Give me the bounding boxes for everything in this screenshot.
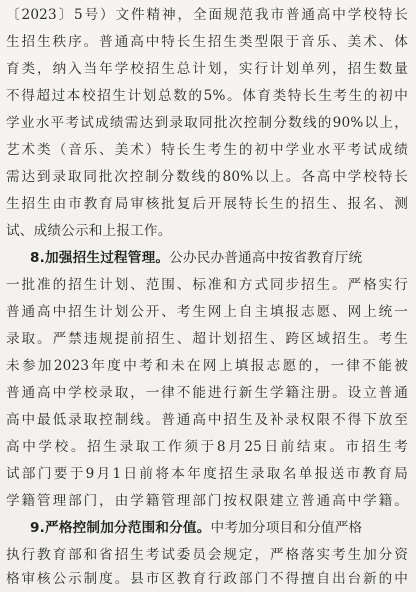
line-text: 不得超过本校招生计划总数的5%。体育类特长生考生的初中: [6, 88, 408, 104]
line-text: 高中学校。招生录取工作须于8月25日前结束。市招生考: [6, 439, 408, 455]
line-text: 育类，纳入当年学校招生总计划，实行计划单列，招生数量: [6, 61, 408, 77]
line-text: 〔2023〕5号）文件精神，全面规范我市普通高中学校特长: [6, 7, 408, 23]
paragraph-line: [6, 2, 408, 28]
line-text: 艺术类（音乐、美术）特长生考生的初中学业水平考试成绩: [6, 142, 408, 158]
paragraph-line: [6, 110, 408, 136]
paragraph-line: [6, 218, 408, 244]
line-text: 中考加分项目和分值严格: [210, 520, 363, 536]
paragraph-line: [6, 407, 408, 433]
paragraph-line: [6, 326, 408, 352]
paragraph-line: [6, 29, 408, 55]
paragraph-line: [6, 164, 408, 190]
section-heading-8: 8.加强招生过程管理。: [30, 250, 170, 266]
paragraph-line: [6, 434, 408, 460]
paragraph-line: [6, 461, 408, 487]
paragraph-line: [6, 299, 408, 325]
paragraph-line: [6, 137, 408, 163]
paragraph-line: [6, 566, 408, 592]
paragraph-line: [6, 353, 408, 379]
line-text: 试、成绩公示和上报工作。: [6, 223, 172, 239]
line-text: 一批准的招生计划、范围、标准和方式同步招生。严格实行: [6, 277, 408, 293]
paragraph-line: [6, 272, 408, 298]
section-heading-9: 9.严格控制加分范围和分值。: [30, 520, 211, 536]
line-text: 试部门要于9月1日前将本年度招生录取名单报送市教育局: [6, 466, 408, 482]
line-text: 普通高中学校录取，一律不能进行新生学籍注册。设立普通: [6, 385, 408, 401]
paragraph-line: [6, 488, 408, 514]
line-text: 执行教育部和省招生考试委员会规定，严格落实考生加分资: [6, 547, 408, 563]
line-text: 公办民办普通高中按省教育厅统: [169, 250, 363, 266]
line-text: 需达到录取同批次控制分数线的80%以上。各高中学校特长: [6, 169, 408, 185]
line-text: 录取。严禁违规提前招生、超计划招生、跨区域招生。考生: [6, 331, 408, 347]
section-heading-line: [30, 515, 408, 541]
paragraph-line: [6, 191, 408, 217]
paragraph-line: [6, 83, 408, 109]
line-text: 未参加2023年度中考和未在网上填报志愿的，一律不能被: [6, 358, 408, 374]
paragraph-line: [6, 380, 408, 406]
paragraph-line: [6, 56, 408, 82]
section-heading-line: [30, 245, 408, 271]
paragraph-line: [6, 542, 408, 568]
line-text: 高中最低录取控制线。普通高中招生及补录权限不得下放至: [6, 412, 408, 428]
line-text: 生招生由市教育局审核批复后开展特长生的招生、报名、测: [6, 196, 408, 212]
line-text: 格审核公示制度。县市区教育行政部门不得擅自出台新的中: [6, 571, 408, 587]
line-text: 普通高中招生计划公开、考生网上自主填报志愿、网上统一: [6, 304, 408, 320]
line-text: 学籍管理部门，由学籍管理部门按权限建立普通高中学籍。: [6, 493, 408, 509]
line-text: 生招生秩序。普通高中特长生招生类型限于音乐、美术、体: [6, 34, 408, 50]
line-text: 学业水平考试成绩需达到录取同批次控制分数线的90%以上，: [6, 115, 408, 131]
